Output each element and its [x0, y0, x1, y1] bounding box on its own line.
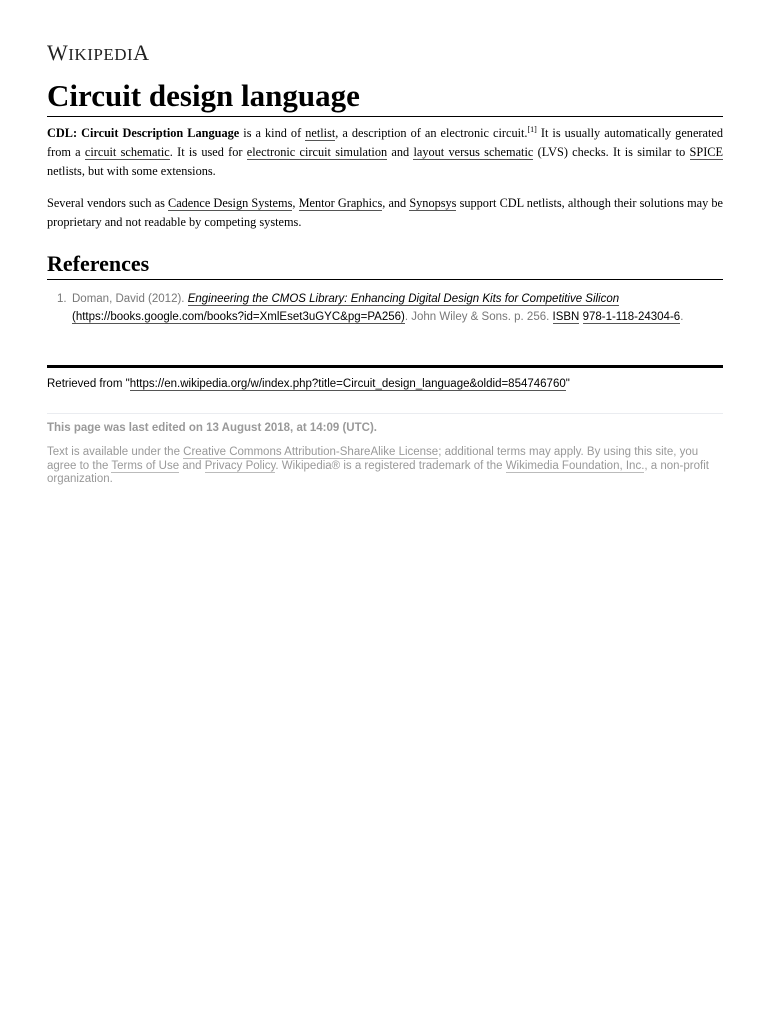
text: , [292, 196, 299, 210]
mentor-graphics-link[interactable]: Mentor Graphics [298, 196, 383, 210]
text: . It is used for [169, 145, 247, 159]
isbn-number-link[interactable]: 978-1-118-24304-6 [582, 311, 681, 323]
circuit-simulation-link[interactable]: electronic circuit simulation [246, 145, 388, 159]
reference-number: 1. [57, 293, 67, 305]
reference-url-link[interactable]: (https://books.google.com/books?id=XmlEset3uGYC&pg=PA256) [72, 311, 405, 323]
reference-publisher: . John Wiley & Sons. p. 256. [404, 311, 553, 323]
text: ; additional terms may apply. By using this site, you agree to the [47, 446, 699, 472]
permanent-link[interactable]: https://en.wikipedia.org/w/index.php?title=Circuit_design_language&oldid=854746760 [129, 378, 566, 390]
text: netlists, but with some extensions. [47, 164, 216, 178]
vendors-paragraph [47, 194, 723, 232]
text: " [565, 378, 570, 390]
text: is a kind of [239, 126, 306, 140]
text: Retrieved from " [47, 378, 130, 390]
reference-title-link[interactable]: Engineering the CMOS Library: Enhancing Digital Design Kits for Competitive Silicon [187, 293, 620, 305]
text: (LVS) checks. It is similar to [533, 145, 690, 159]
cc-license-link[interactable]: Creative Commons Attribution-ShareAlike License [183, 446, 439, 458]
cadence-link[interactable]: Cadence Design Systems [168, 196, 293, 210]
page-title: Circuit design language [47, 76, 723, 117]
last-edited: This page was last edited on 13 August 2018, at 14:09 (UTC). [47, 422, 377, 434]
license-text [47, 446, 723, 487]
text: , a non-profit organization. [47, 459, 709, 485]
intro-paragraph [47, 124, 723, 181]
text: and [179, 459, 205, 472]
text: Several vendors such as [47, 196, 168, 210]
text: , a description of an electronic circuit. [335, 126, 528, 140]
spice-link[interactable]: SPICE [689, 145, 724, 159]
text: , and [382, 196, 410, 210]
reference-author: Doman, David (2012). [72, 293, 188, 305]
wordmark-final: A [133, 40, 150, 65]
terms-of-use-link[interactable]: Terms of Use [111, 459, 180, 472]
text: and [387, 145, 414, 159]
reference-body [72, 290, 723, 326]
text: Text is available under the [47, 446, 184, 458]
citation-link[interactable]: [1] [527, 124, 537, 134]
term-bold: CDL: Circuit Description Language [47, 126, 240, 140]
footer-divider [47, 365, 723, 368]
references-heading: References [47, 249, 723, 280]
wikipedia-wordmark[interactable] [47, 40, 150, 66]
wikimedia-foundation-link[interactable]: Wikimedia Foundation, Inc. [505, 459, 645, 472]
circuit-schematic-link[interactable]: circuit schematic [84, 145, 170, 159]
retrieved-from [47, 376, 723, 392]
text: It is usually automatically generated from a [47, 126, 723, 159]
privacy-policy-link[interactable]: Privacy Policy [204, 459, 276, 472]
footer-thin-divider [47, 413, 723, 414]
lvs-link[interactable]: layout versus schematic [413, 145, 534, 159]
isbn-label-link[interactable]: ISBN [552, 311, 580, 323]
text: support CDL netlists, although their solutions may be proprietary and not readable by competing systems. [47, 196, 723, 229]
wordmark-initial: W [47, 40, 69, 65]
synopsys-link[interactable]: Synopsys [409, 196, 457, 210]
netlist-link[interactable]: netlist [305, 126, 336, 140]
text: . Wikipedia® is a registered trademark of the [275, 459, 506, 472]
wordmark-middle: IKIPEDI [68, 45, 134, 64]
text: . [680, 311, 684, 323]
